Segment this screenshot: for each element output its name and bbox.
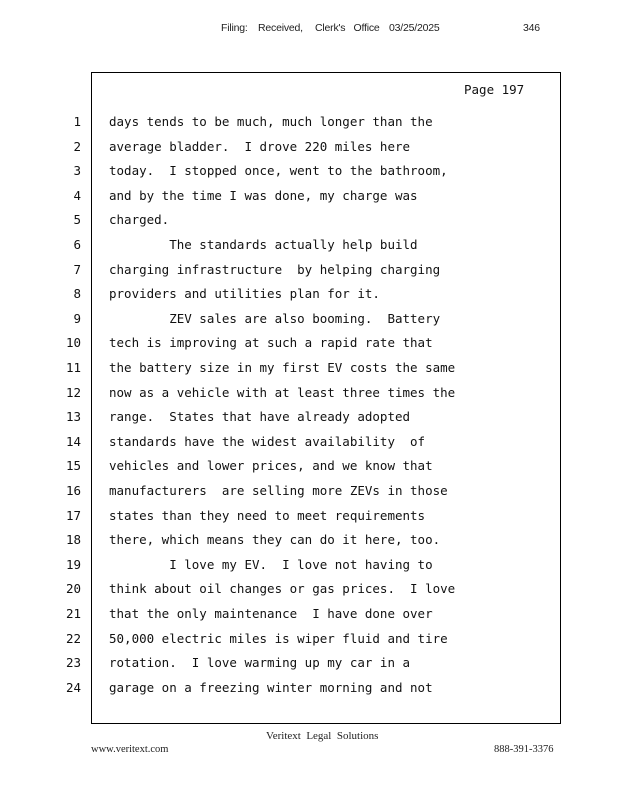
line-number: 8 (73, 286, 81, 301)
transcript-line: states than they need to meet requirements (109, 508, 426, 523)
line-number: 13 (65, 409, 81, 424)
transcript-line: today. I stopped once, went to the bathroom, (109, 163, 448, 178)
transcript-line: and by the time I was done, my charge was (109, 188, 418, 203)
received-label: Received, (258, 22, 303, 34)
line-number: 10 (65, 335, 81, 350)
transcript-line: average bladder. I drove 220 miles here (109, 139, 411, 154)
line-number: 11 (65, 360, 81, 375)
transcript-line: manufacturers are selling more ZEVs in those (109, 483, 448, 498)
sheet-number: 346 (523, 22, 540, 34)
transcript-line: now as a vehicle with at least three times the (109, 385, 456, 400)
line-number: 5 (73, 212, 81, 227)
footer-website: www.veritext.com (91, 744, 169, 755)
line-number: 23 (65, 655, 81, 670)
transcript-line: tech is improving at such a rapid rate that (109, 335, 433, 350)
transcript-line: days tends to be much, much longer than the (109, 114, 433, 129)
line-number: 24 (65, 680, 81, 695)
footer-company: Veritext Legal Solutions (266, 730, 379, 742)
transcript-line: garage on a freezing winter morning and not (109, 680, 433, 695)
transcript-line: ZEV sales are also booming. Battery (109, 311, 441, 326)
transcript-line: vehicles and lower prices, and we know that (109, 458, 433, 473)
line-number: 22 (65, 631, 81, 646)
transcript-line: charged. (109, 212, 170, 227)
transcript-line: 50,000 electric miles is wiper fluid and tire (109, 631, 448, 646)
transcript-line: rotation. I love warming up my car in a (109, 655, 411, 670)
filing-date: 03/25/2025 (389, 22, 440, 34)
transcript-line: I love my EV. I love not having to (109, 557, 433, 572)
transcript-line: providers and utilities plan for it. (109, 286, 380, 301)
transcript-line: there, which means they can do it here, too. (109, 532, 441, 547)
filing-label: Filing: (221, 22, 248, 34)
transcript-line: standards have the widest availability of (109, 434, 426, 449)
line-number: 6 (73, 237, 81, 252)
line-number: 1 (73, 114, 81, 129)
footer-phone: 888-391-3376 (494, 744, 554, 755)
transcript-line: range. States that have already adopted (109, 409, 411, 424)
line-number: 7 (73, 262, 81, 277)
line-number: 2 (73, 139, 81, 154)
line-number: 16 (65, 483, 81, 498)
transcript-line: think about oil changes or gas prices. I love (109, 581, 456, 596)
transcript-line: charging infrastructure by helping charging (109, 262, 441, 277)
transcript-line: The standards actually help build (109, 237, 418, 252)
line-number: 9 (73, 311, 81, 326)
line-number: 19 (65, 557, 81, 572)
line-number: 3 (73, 163, 81, 178)
line-number: 14 (65, 434, 81, 449)
clerks-office-label: Clerk's Office (315, 22, 380, 34)
line-number: 12 (65, 385, 81, 400)
line-number: 21 (65, 606, 81, 621)
line-number: 15 (65, 458, 81, 473)
transcript-line: that the only maintenance I have done over (109, 606, 433, 621)
transcript-line: the battery size in my first EV costs the same (109, 360, 456, 375)
page-label: Page 197 (464, 82, 525, 97)
line-number: 4 (73, 188, 81, 203)
line-number: 20 (65, 581, 81, 596)
line-number: 17 (65, 508, 81, 523)
line-number: 18 (65, 532, 81, 547)
